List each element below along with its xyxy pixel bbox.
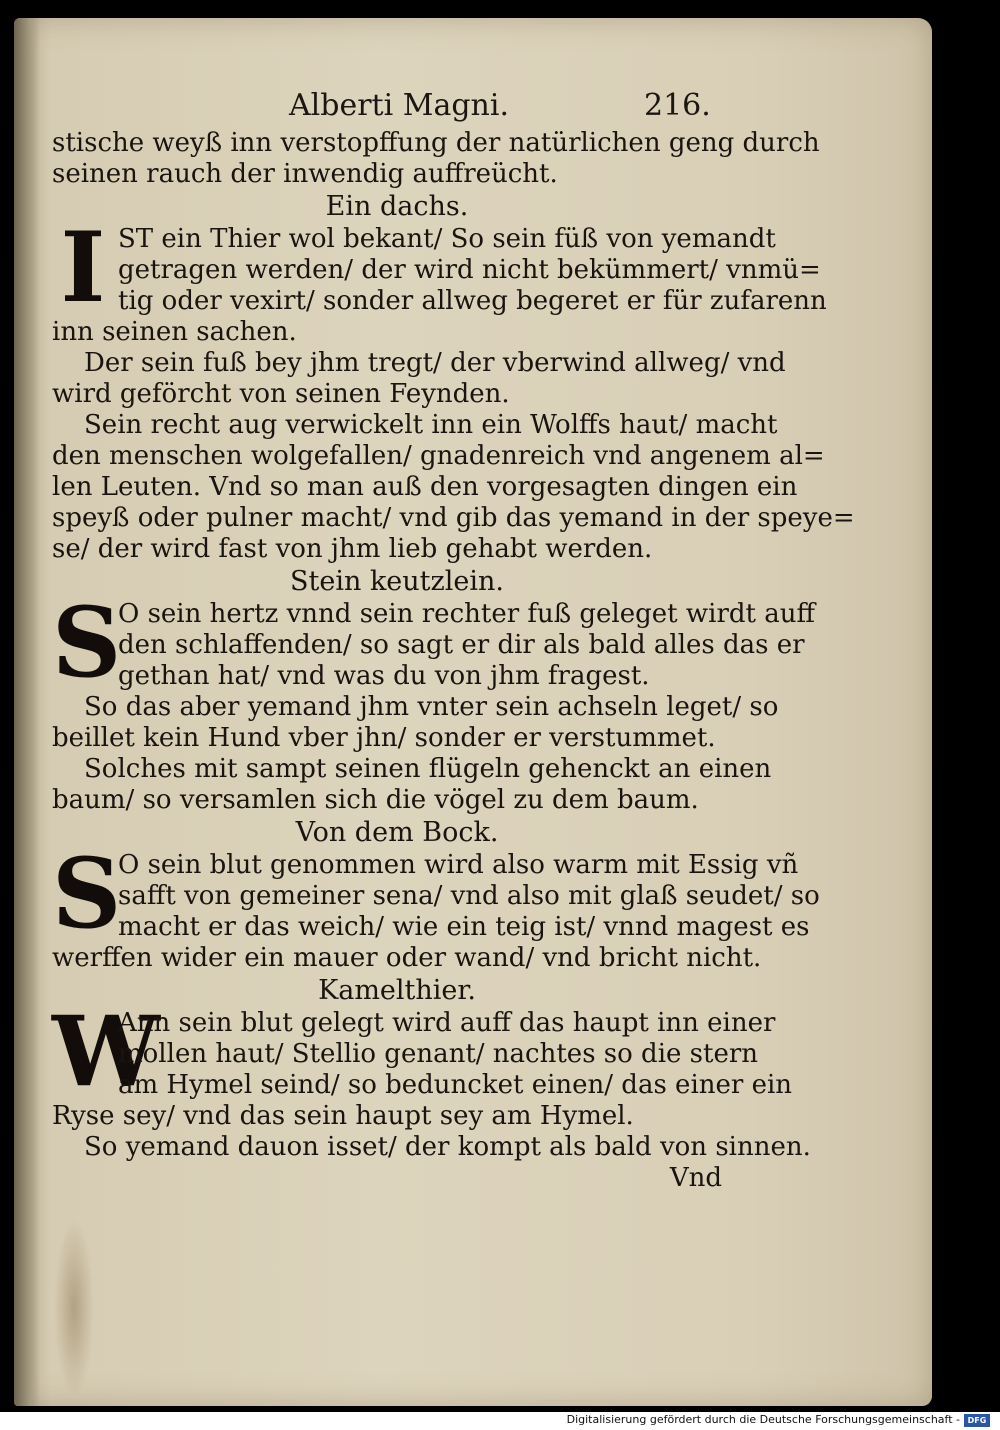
page-text <box>52 128 855 1194</box>
digitization-credit: Digitalisierung gefördert durch die Deutsche Forschungsgemeinschaft - <box>566 1413 960 1426</box>
drop-cap-initial: W <box>52 995 160 1108</box>
section-heading-bock: Von dem Bock. <box>295 817 499 848</box>
text-line: So das aber yemand jhm vnter sein achseln leget/ so <box>84 692 779 722</box>
paragraph-bock-intro <box>52 837 820 950</box>
paragraph-keutzlein-intro <box>52 586 815 699</box>
text-line: safft von gemeiner sena/ vnd also mit glaß seudet/ so <box>118 881 820 911</box>
section-heading-stein-keutzlein: Stein keutzlein. <box>290 566 504 597</box>
text-line: Ann sein blut gelegt wird auff das haupt inn einer <box>118 1008 776 1038</box>
text-line: den schlaffenden/ so sagt er dir als bald alles das er <box>118 630 805 660</box>
text-line: seinen rauch der inwendig auffreücht. <box>52 159 558 189</box>
text-line: inn seinen sachen. <box>52 317 297 347</box>
section-heading-dachs: Ein dachs. <box>325 191 469 222</box>
text-line: am Hymel seind/ so beduncket einen/ das einer ein <box>118 1070 793 1100</box>
text-line: se/ der wird fast von jhm lieb gehabt werden. <box>52 534 653 564</box>
text-line: speyß oder pulner macht/ vnd gib das yemand in der speye= <box>52 503 855 533</box>
text-line: den menschen wolgefallen/ gnadenreich vnd angenem al= <box>52 441 825 471</box>
text-line: Sein recht aug verwickelt inn ein Wolffs haut/ macht <box>84 410 778 440</box>
paragraph-kamelthier-intro <box>52 995 793 1108</box>
text-line: baum/ so versamlen sich die vögel zu dem baum. <box>52 785 699 815</box>
text-line: beillet kein Hund vber jhn/ sonder er verstummet. <box>52 723 716 753</box>
text-line: Ryse sey/ vnd das sein haupt sey am Hymel. <box>52 1101 634 1131</box>
text-line: tig oder vexirt/ sonder allweg begeret er für zufarenn <box>118 286 827 316</box>
text-line: stische weyß inn verstopffung der natürlichen geng durch <box>52 128 820 158</box>
text-line: werffen wider ein mauer oder wand/ vnd bricht nicht. <box>52 943 762 973</box>
drop-cap-initial: S <box>52 837 122 950</box>
paragraph-dachs-intro <box>52 211 827 324</box>
page-number: 216. <box>644 88 711 123</box>
running-title: Alberti Magni. <box>289 88 510 123</box>
section-heading-kamelthier: Kamelthier. <box>318 975 476 1006</box>
dfg-logo-icon: DFG <box>964 1414 990 1427</box>
text-line: So yemand dauon isset/ der kompt als bald von sinnen. <box>84 1132 811 1162</box>
text-line: ST ein Thier wol bekant/ So sein füß von yemandt <box>118 224 776 254</box>
text-line: gethan hat/ vnd was du von jhm fragest. <box>118 661 650 691</box>
text-line: len Leuten. Vnd so man auß den vorgesagten dingen ein <box>52 472 798 502</box>
text-line: getragen werden/ der wird nicht bekümmert/ vnmü= <box>118 255 821 285</box>
text-line: macht er das weich/ wie ein teig ist/ vnnd magest es <box>118 912 810 942</box>
text-line: O sein blut genommen wird also warm mit Essig vñ <box>118 850 799 880</box>
page-spine-shadow <box>14 18 40 1406</box>
text-line: O sein hertz vnnd sein rechter fuß geleget wirdt auff <box>118 599 815 629</box>
page-stain <box>54 1218 94 1398</box>
drop-cap-initial: I <box>60 211 106 324</box>
text-line: wird geförcht von seinen Feynden. <box>52 379 510 409</box>
text-line: Der sein fuß bey jhm tregt/ der vberwind allweg/ vnd <box>84 348 786 378</box>
catchword: Vnd <box>669 1163 722 1193</box>
book-page <box>14 18 932 1406</box>
drop-cap-initial: S <box>52 586 122 699</box>
text-line: Solches mit sampt seinen flügeln gehenckt an einen <box>84 754 772 784</box>
text-line: mollen haut/ Stellio genant/ nachtes so die stern <box>118 1039 759 1069</box>
